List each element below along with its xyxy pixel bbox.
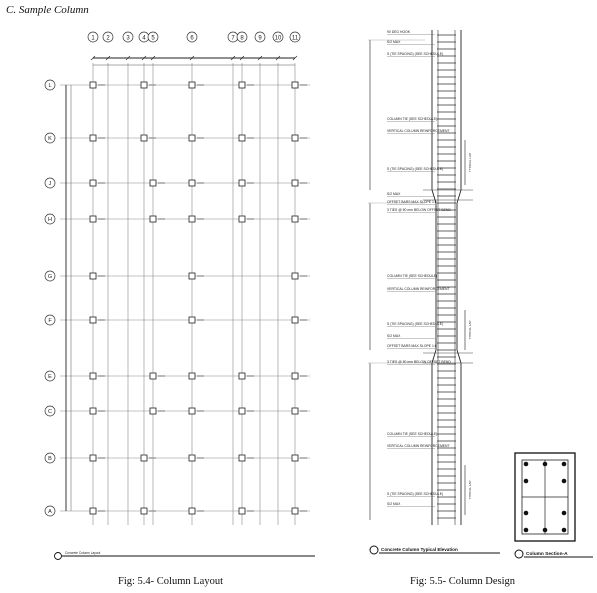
column-mark	[189, 508, 195, 514]
column-mark	[189, 135, 195, 141]
figure-caption-column-layout: Fig: 5.4- Column Layout	[118, 576, 223, 587]
rebar-dot	[524, 479, 529, 484]
layout-title: Concrete Column Layout	[65, 551, 101, 555]
column-mark	[90, 135, 96, 141]
lap-label: TYPICAL LAP	[468, 480, 472, 500]
column-mark	[141, 135, 147, 141]
column-mark	[90, 216, 96, 222]
elevation-note: OFFSET BARS MAX SLOPE 1:6	[387, 200, 437, 204]
column-mark	[239, 373, 245, 379]
column-mark	[189, 180, 195, 186]
grid-label-row-L: L	[48, 83, 52, 89]
column-mark	[292, 216, 298, 222]
rebar-dot	[524, 511, 529, 516]
column-elevation-drawing	[365, 25, 505, 560]
column-mark	[189, 273, 195, 279]
column-mark	[141, 455, 147, 461]
column-layout-drawing	[40, 25, 330, 570]
elevation-note: S/2 MAX	[387, 40, 401, 44]
rebar-dot	[562, 479, 567, 484]
column-face	[457, 350, 461, 363]
column-mark	[189, 317, 195, 323]
column-section-drawing	[505, 445, 595, 560]
column-mark	[189, 408, 195, 414]
rebar-dot	[524, 462, 529, 467]
column-mark	[239, 408, 245, 414]
rebar-dot	[543, 528, 548, 533]
elevation-title-bubble	[370, 546, 378, 554]
section-title: Column Section-A	[526, 552, 568, 557]
column-mark	[90, 273, 96, 279]
column-mark	[90, 317, 96, 323]
column-mark	[150, 373, 156, 379]
figure-caption-column-design: Fig: 5.5- Column Design	[410, 576, 516, 587]
elevation-note: VERTICAL COLUMN REINFORCEMENT	[387, 287, 450, 291]
column-mark	[292, 82, 298, 88]
rebar-dot	[562, 462, 567, 467]
rebar-dot	[562, 528, 567, 533]
grid-label-col-2: 2	[106, 35, 110, 42]
grid-label-row-E: E	[48, 374, 52, 380]
grid-label-row-G: G	[47, 274, 53, 280]
column-mark	[239, 82, 245, 88]
column-mark	[239, 216, 245, 222]
grid-label-row-A: A	[48, 509, 52, 515]
elevation-note: OFFSET BARS MAX SLOPE 1:6	[387, 344, 437, 348]
column-mark	[292, 180, 298, 186]
grid-label-col-4: 4	[142, 35, 146, 42]
elevation-note: S/2 MAX	[387, 334, 401, 338]
column-mark	[189, 216, 195, 222]
column-mark	[90, 373, 96, 379]
column-mark	[292, 508, 298, 514]
column-mark	[90, 82, 96, 88]
grid-label-row-K: K	[48, 136, 52, 142]
grid-label-col-9: 9	[258, 35, 262, 42]
lap-label: TYPICAL LAP	[468, 320, 472, 340]
column-mark	[189, 82, 195, 88]
column-mark	[292, 455, 298, 461]
grid-label-col-3: 3	[126, 35, 130, 42]
grid-label-col-11: 11	[291, 35, 299, 42]
grid-label-col-1: 1	[91, 35, 95, 42]
layout-title-bubble	[55, 553, 62, 560]
column-mark	[239, 180, 245, 186]
elevation-note: VERTICAL COLUMN REINFORCEMENT	[387, 444, 450, 448]
column-mark	[189, 373, 195, 379]
grid-label-row-C: C	[48, 409, 52, 415]
elevation-note: S (TIE SPACING) (SEE SCHEDULE)	[387, 52, 444, 56]
column-mark	[150, 216, 156, 222]
elevation-note: 90 DEG HOOK	[387, 30, 410, 34]
elevation-note: COLUMN TIE (SEE SCHEDULE)	[387, 117, 438, 121]
elevation-title: Concrete Column Typical Elevation	[381, 547, 458, 552]
column-mark	[90, 180, 96, 186]
column-mark	[150, 180, 156, 186]
rebar-dot	[543, 462, 548, 467]
column-mark	[141, 508, 147, 514]
grid-label-row-F: F	[48, 318, 52, 324]
elevation-note: S/2 MAX	[387, 192, 401, 196]
grid-label-row-H: H	[48, 217, 52, 223]
column-mark	[239, 455, 245, 461]
grid-label-row-J: J	[48, 181, 52, 187]
rebar-dot	[562, 511, 567, 516]
elevation-note: 3 TIES @ 50 mm BELOW OFFSET BEND	[387, 360, 451, 364]
grid-label-col-5: 5	[151, 35, 155, 42]
elevation-note: S (TIE SPACING) (SEE SCHEDULE)	[387, 322, 444, 326]
rebar-dot	[524, 528, 529, 533]
grid-label-col-7: 7	[231, 35, 235, 42]
column-mark	[141, 82, 147, 88]
section-title-bubble	[515, 550, 523, 558]
column-mark	[90, 455, 96, 461]
grid-label-row-B: B	[48, 456, 52, 462]
column-mark	[292, 135, 298, 141]
grid-label-col-6: 6	[190, 35, 194, 42]
column-mark	[292, 408, 298, 414]
grid-label-col-8: 8	[240, 35, 244, 42]
lap-label: TYPICAL LAP	[468, 153, 472, 172]
elevation-note: S/2 MAX	[387, 502, 401, 506]
elevation-note: VERTICAL COLUMN REINFORCEMENT	[387, 129, 450, 133]
elevation-note: 3 TIES @ 50 mm BELOW OFFSET BEND	[387, 208, 451, 212]
grid-label-col-10: 10	[274, 35, 282, 42]
column-face	[457, 190, 461, 203]
column-mark	[150, 408, 156, 414]
section-heading: C. Sample Column	[6, 4, 89, 16]
column-mark	[189, 455, 195, 461]
column-mark	[239, 508, 245, 514]
elevation-note: S (TIE SPACING) (SEE SCHEDULE)	[387, 492, 444, 496]
column-mark	[292, 317, 298, 323]
column-mark	[292, 273, 298, 279]
column-mark	[90, 408, 96, 414]
elevation-note: S (TIE SPACING) (SEE SCHEDULE)	[387, 167, 444, 171]
column-mark	[239, 135, 245, 141]
elevation-note: COLUMN TIE (SEE SCHEDULE)	[387, 432, 438, 436]
column-mark	[90, 508, 96, 514]
column-mark	[292, 373, 298, 379]
elevation-note: COLUMN TIE (SEE SCHEDULE)	[387, 274, 438, 278]
